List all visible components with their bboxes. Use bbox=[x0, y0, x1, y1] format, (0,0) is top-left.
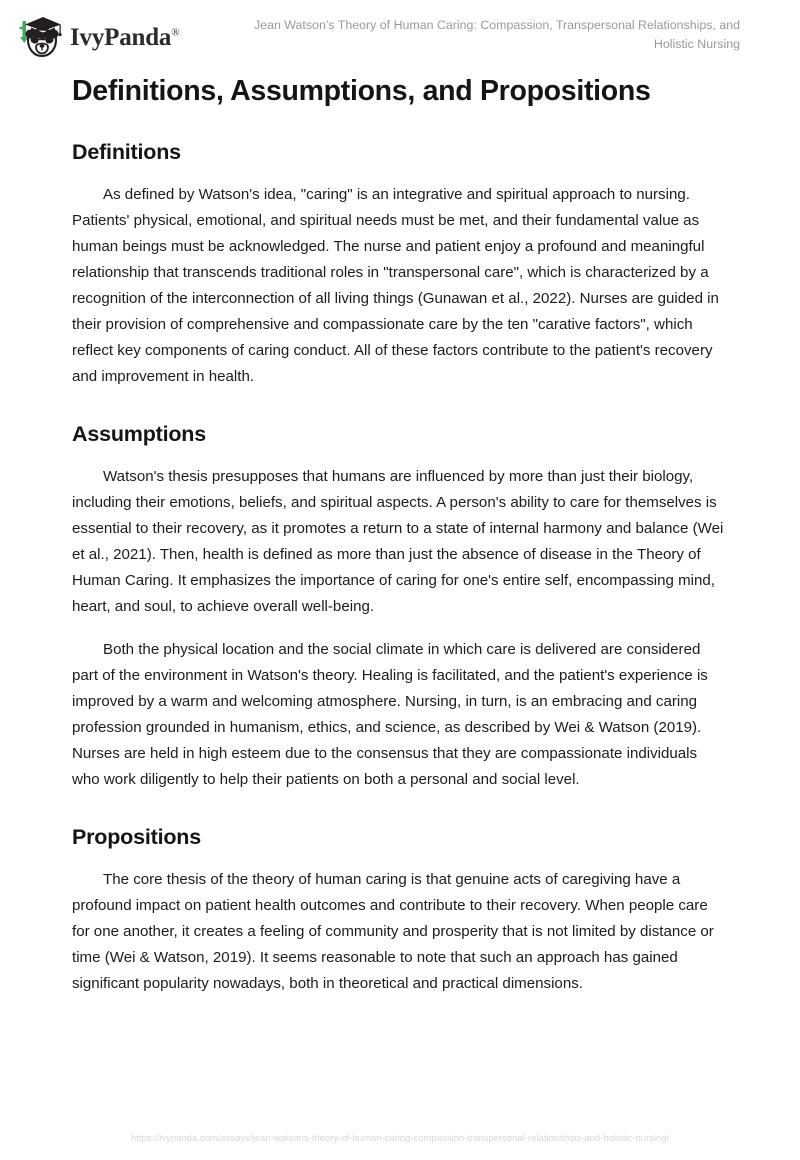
section-heading-assumptions: Assumptions bbox=[72, 422, 206, 446]
section-definitions bbox=[72, 139, 725, 390]
section-assumptions bbox=[72, 421, 725, 793]
brand-trademark: ® bbox=[171, 26, 180, 39]
page-header bbox=[0, 0, 800, 66]
running-title: Jean Watson’s Theory of Human Caring: Compassion, Transpersonal Relationships, and Holistic Nursing bbox=[253, 18, 740, 51]
page-title: Definitions, Assumptions, and Propositions bbox=[72, 75, 651, 107]
brand-name bbox=[70, 25, 179, 50]
section-heading-propositions: Propositions bbox=[72, 825, 201, 849]
brand-logo-block[interactable] bbox=[14, 12, 214, 60]
brand-name-text: IvyPanda bbox=[70, 23, 172, 51]
source-url-link[interactable]: https://ivypanda.com/essays/jean-watsons-theory-of-human-caring-compassion-transpersonal-relationships-and-holistic-nursing/ bbox=[130, 1133, 670, 1144]
section-heading-definitions: Definitions bbox=[72, 140, 181, 164]
paragraph: As defined by Watson's idea, "caring" is an integrative and spiritual approach to nursing. Patients' physical, emotional, and spiritual needs must be met, and their fundamental value as human beings must be acknowledged. The nurse and patient enjoy a profound and meaningful relationship that transcends traditional roles in "transpersonal care", which is characterized by a recognition of the interconnection of all living things (Gunawan et al., 2022). Nurses are guided in their provision of comprehensive and compassionate care by the ten "carative factors", which reflect key components of caring conduct. All of these factors contribute to the patient's recovery and improvement in health. bbox=[72, 186, 719, 385]
paragraph: The core thesis of the theory of human caring is that genuine acts of caregiving have a profound impact on patient health outcomes and contribute to their recovery. When people care for one another, it creates a feeling of community and prosperity that is not limited by distance or time (Wei & Watson, 2019). It seems reasonable to note that such an approach has gained significant popularity nowadays, both in theoretical and practical dimensions. bbox=[72, 871, 714, 992]
paragraph: Watson's thesis presupposes that humans are influenced by more than just their biology, including their emotions, beliefs, and spiritual aspects. A person's ability to care for themselves is essential to their recovery, as it promotes a return to a state of internal harmony and balance (Wei et al., 2021). Then, health is defined as more than just the absence of disease in the Theory of Human Caring. It emphasizes the importance of caring for one's entire self, encompassing mind, heart, and soul, to achieve overall well-being. bbox=[72, 468, 724, 615]
document-content bbox=[0, 66, 800, 997]
paragraph: Both the physical location and the social climate in which care is delivered are considered part of the environment in Watson's theory. Healing is facilitated, and the patient's experience is improved by a warm and welcoming atmosphere. Nursing, in turn, is an embracing and caring profession grounded in humanism, ethics, and science, as described by Wei & Watson (2019). Nurses are held in high esteem due to the consensus that they are compassionate individuals who work diligently to help their patients on both a personal and social level. bbox=[72, 641, 708, 788]
section-propositions bbox=[72, 824, 725, 997]
panda-graduate-logo-icon bbox=[14, 14, 64, 60]
page-footer bbox=[0, 1128, 800, 1146]
